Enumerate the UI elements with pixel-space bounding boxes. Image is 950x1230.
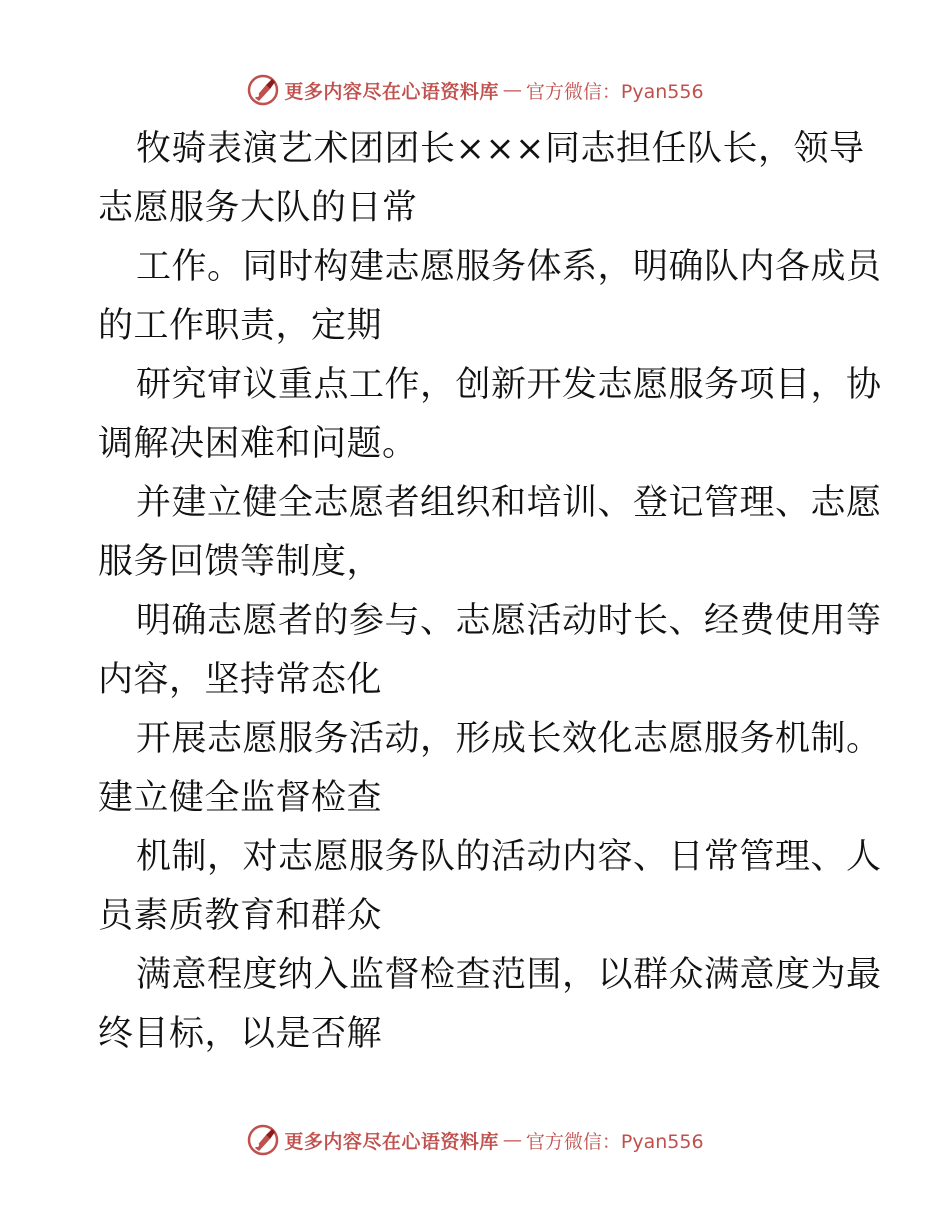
text-line: 员素质教育和群众 <box>98 896 383 936</box>
text-line: 并建立健全志愿者组织和培训、登记管理、志愿 <box>136 483 882 523</box>
text-line: 的工作职责，定期 <box>98 306 383 346</box>
text-line: 服务回馈等制度， <box>98 542 383 582</box>
text-line: 机制，对志愿服务队的活动内容、日常管理、人 <box>136 837 882 877</box>
banner-title: 更多内容尽在心语资料库 <box>284 1130 499 1153</box>
text-line: 研究审议重点工作，创新开发志愿服务项目，协 <box>136 365 882 405</box>
text-line: 建立健全监督检查 <box>98 778 383 818</box>
text-line: 明确志愿者的参与、志愿活动时长、经费使用等 <box>136 601 882 641</box>
pen-nib-logo-icon <box>246 1123 280 1157</box>
text-line: 开展志愿服务活动，形成长效化志愿服务机制。 <box>136 719 882 759</box>
text-line: 满意程度纳入监督检查范围，以群众满意度为最 <box>136 955 882 995</box>
text-line: 调解决困难和问题。 <box>98 424 418 464</box>
document-body <box>98 120 882 1064</box>
footer-banner <box>0 1120 950 1160</box>
header-banner <box>0 70 950 110</box>
banner-wechat: 官方微信：Pyan556 <box>525 80 704 103</box>
banner-title: 更多内容尽在心语资料库 <box>284 80 499 103</box>
text-line: 牧骑表演艺术团团长×××同志担任队长，领导 <box>136 129 865 169</box>
text-line: 终目标，以是否解 <box>98 1014 383 1054</box>
banner-wechat: 官方微信：Pyan556 <box>525 1130 704 1153</box>
pen-nib-logo-icon <box>246 73 280 107</box>
text-line: 志愿服务大队的日常 <box>98 188 418 228</box>
banner-dash: — <box>502 79 522 101</box>
banner-dash: — <box>502 1129 522 1151</box>
text-line: 工作。同时构建志愿服务体系，明确队内各成员 <box>136 247 882 287</box>
text-line: 内容，坚持常态化 <box>98 660 383 700</box>
